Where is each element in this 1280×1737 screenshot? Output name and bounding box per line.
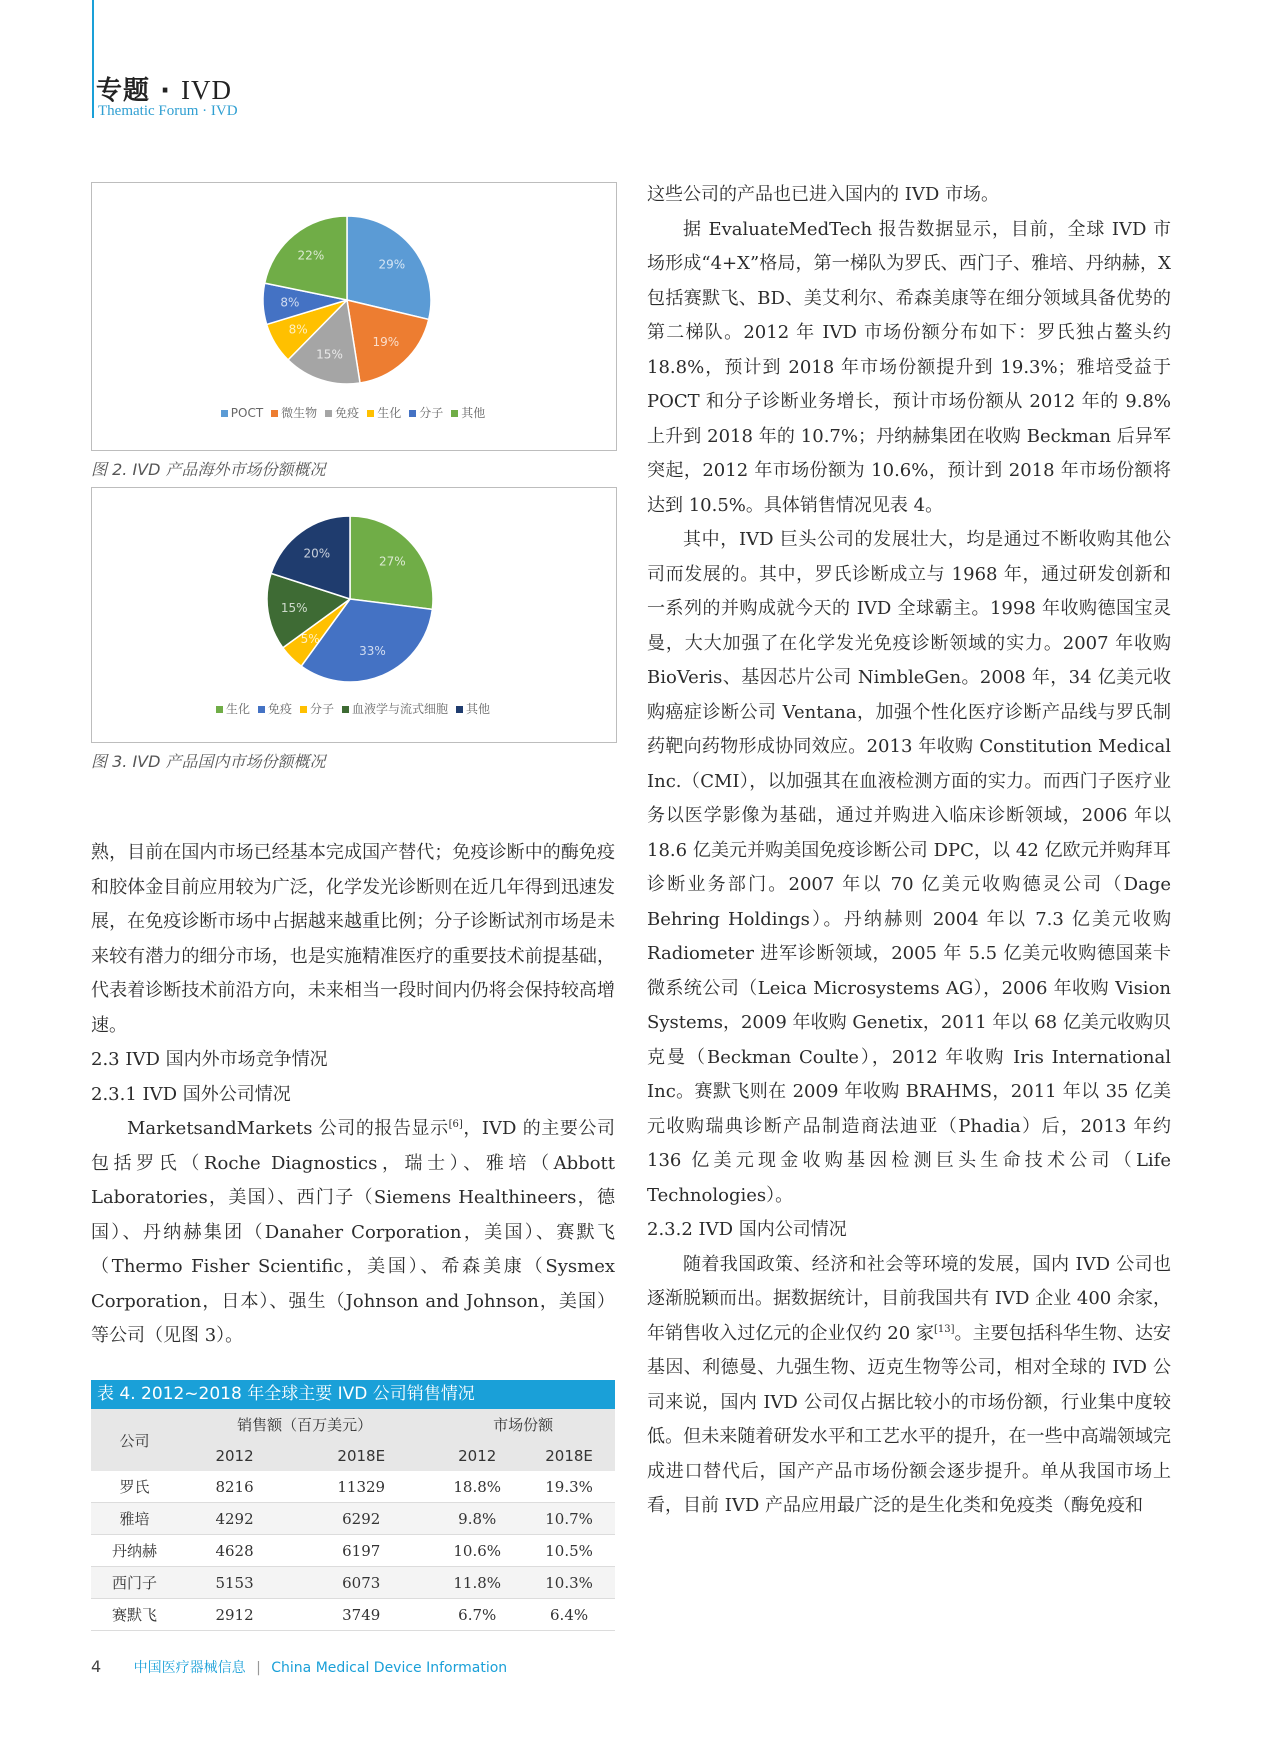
legend-label: 微生物 [281,406,318,420]
paragraph-text: 随着我国政策、经济和社会等环境的发展，国内 IVD 公司也逐渐脱颖而出。据数据统计，目前我国共有 IVD 企业 400 余家，年销售收入过亿元的企业仅约 20 家 [647,1253,1171,1344]
header-year: 2018E [291,1440,431,1471]
table-row [91,1503,615,1535]
citation-ref: [13] [933,1323,955,1335]
legend-entry [451,404,485,421]
value-cell: 8216 [178,1471,291,1503]
page-number: 4 [91,1657,102,1676]
value-cell: 10.3% [523,1567,615,1599]
paragraph-text: ，IVD 的主要公司包括罗氏（Roche Diagnostics，瑞士）、雅培（Abbott Laboratories，美国）、西门子（Siemens Healthineers，德国）、丹纳赫集团（Danaher Corporation，美国）、赛默飞（Thermo Fisher Scientific，美国）、希森美康（Sysmex Corporation，日本）、强生（Johnson and Johnson，美国）等公司（见图 3）。 [91,1118,615,1346]
paragraph: 据 EvaluateMedTech 报告数据显示，目前，全球 IVD 市场形成“4+X”格局，第一梯队为罗氏、西门子、雅培、丹纳赫，X包括赛默飞、BD、美艾利尔、希森美康等在细分领域具备优势的第二梯队。2012 年 IVD 市场份额分布如下：罗氏独占鳌头约 18.8%，预计到 2018 年市场份额提升到 19.3%；雅培受益于 POCT 和分子诊断业务增长，预计市场份额从 2012 年的 9.8% 上升到 2018 年的 10.7%；丹纳赫集团在收购 Beckman 后异军突起，2012 年市场份额为 10.6%，预计到 2018 年市场份额将达到 10.5%。具体销售情况见表 4。 [647,218,1171,516]
pie-slice-label: 15% [316,347,343,362]
value-cell: 6.4% [523,1599,615,1631]
value-cell: 19.3% [523,1471,615,1503]
legend-entry [342,700,448,717]
pie-slice-label: 5% [300,631,320,646]
table-title: 表 4. 2012~2018 年全球主要 IVD 公司销售情况 [91,1380,615,1409]
value-cell: 6197 [291,1535,431,1567]
value-cell: 10.5% [523,1535,615,1567]
legend-entry [367,404,401,421]
section-title-cn: 专题 [96,76,151,106]
page-footer [91,1657,507,1677]
pie-slice-label: 15% [280,600,308,615]
pie-slice-label: 19% [372,334,400,349]
section-title [96,70,232,107]
legend-entry [216,700,250,717]
left-column [91,836,615,1354]
legend-entry [258,700,292,717]
pie-legend-1 [91,404,615,421]
table-row [91,1535,615,1567]
header-year: 2012 [431,1440,523,1471]
value-cell: 2912 [178,1599,291,1631]
company-cell: 雅培 [91,1503,178,1535]
paragraph-text: 。主要包括科华生物、达安基因、利德曼、九强生物、迈克生物等公司，相对全球的 IVD 公司来说，国内 IVD 公司仅占据比较小的市场份额，行业集中度较低。但未来随着研发水平和工艺水平的提升，在一些中高端领域完成进口替代后，国产产品市场份额会逐步提升。单从我国市场上看，目前 IVD 产品应用最广泛的是生化类和免疫类（酶免疫和 [647,1322,1171,1516]
table-row [91,1471,615,1503]
value-cell: 9.8% [431,1503,523,1535]
legend-label: 免疫 [267,702,292,716]
legend-label: 生化 [225,702,250,716]
section-heading: 2.3 IVD 国内外市场竞争情况 [91,1049,328,1070]
value-cell: 18.8% [431,1471,523,1503]
company-cell: 西门子 [91,1567,178,1599]
value-cell: 11329 [291,1471,431,1503]
legend-label: 分子 [309,702,334,716]
legend-label: 免疫 [335,406,360,420]
legend-swatch [258,706,265,713]
legend-label: 其他 [461,406,486,420]
company-cell: 丹纳赫 [91,1535,178,1567]
value-cell: 6292 [291,1503,431,1535]
header-rule [92,0,94,118]
paragraph: 其中，IVD 巨头公司的发展壮大，均是通过不断收购其他公司而发展的。其中，罗氏诊断成立与 1968 年，通过研发创新和一系列的并购成就今天的 IVD 全球霸主。1998 年收购德国宝灵曼，大大加强了在化学发光免疫诊断领域的实力。2007 年收购 BioVeris、基因芯片公司 NimbleGen。2008 年，34 亿美元收购癌症诊断公司 Ventana，加强个性化医疗诊断产品线与罗氏制药靶向药物形成协同效应。2013 年收购 Constitution Medical Inc.（CMI），以加强其在血液检测方面的实力。而西门子医疗业务以医学影像为基础，通过并购进入临床诊断领域，2006 年以 18.6 亿美元并购美国免疫诊断公司 DPC，以 42 亿欧元并购拜耳诊断业务部门。2007 年以 70 亿美元收购德灵公司（Dage Behring Holdings）。丹纳赫则 2004 年以 7.3 亿美元收购 Radiometer 进军诊断领域，2005 年 5.5 亿美元收购德国莱卡微系统公司（Leica Microsystems AG），2006 年收购 Vision Systems，2009 年收购 Genetix，2011 年以 68 亿美元收购贝克曼（Beckman Coulte），2012 年收购 Iris International Inc。赛默飞则在 2009 年收购 BRAHMS，2011 年以 35 亿美元收购瑞典诊断产品制造商法迪亚（Phadia）后，2013 年约 136 亿美元现金收购基因检测巨头生命技术公司（Life Technologies）。 [647,529,1171,1206]
sales-table [91,1409,615,1631]
value-cell: 10.6% [431,1535,523,1567]
header-sales: 销售额（百万美元） [178,1409,431,1440]
pie-slice-label: 27% [379,554,406,569]
company-cell: 赛默飞 [91,1599,178,1631]
legend-entry [409,404,443,421]
legend-swatch [221,410,228,417]
paragraph [647,1248,1171,1524]
figure-3-caption: 图 3. IVD 产品国内市场份额概况 [91,752,326,771]
figure-2-caption: 图 2. IVD 产品海外市场份额概况 [91,460,326,479]
pie-slice-label: 8% [280,295,300,310]
paragraph-text: MarketsandMarkets 公司的报告显示 [127,1118,449,1139]
value-cell: 3749 [291,1599,431,1631]
pie-slice-label: 29% [378,257,406,272]
section-heading: 2.3.1 IVD 国外公司情况 [91,1083,291,1105]
legend-entry [221,406,263,420]
section-heading: 2.3.2 IVD 国内公司情况 [647,1219,847,1240]
legend-label: 血液学与流式细胞 [352,702,449,716]
legend-label: 生化 [377,406,402,420]
legend-swatch [300,706,307,713]
magazine-name-cn: 中国医疗器械信息 [133,1660,246,1676]
value-cell: 11.8% [431,1567,523,1599]
legend-label: 其他 [466,702,491,716]
value-cell: 10.7% [523,1503,615,1535]
legend-entry [300,700,334,717]
company-cell: 罗氏 [91,1471,178,1503]
legend-entry [271,404,317,421]
legend-swatch [367,410,374,417]
header-share: 市场份额 [431,1409,615,1440]
legend-entry [325,404,359,421]
legend-swatch [451,410,458,417]
pie-slice-label: 33% [359,643,386,658]
pie-slice-label: 8% [288,322,308,337]
value-cell: 5153 [178,1567,291,1599]
legend-entry [456,700,490,717]
legend-label: 分子 [419,406,444,420]
pie-slice-label: 22% [297,248,325,263]
header-year: 2012 [178,1440,291,1471]
right-column [647,178,1171,1524]
legend-swatch [456,706,463,713]
value-cell: 4628 [178,1535,291,1567]
paragraph: 熟，目前在国内市场已经基本完成国产替代；免疫诊断中的酶免疫和胶体金目前应用较为广泛，化学发光诊断则在近几年得到迅速发展，在免疫诊断市场中占据越来越重比例；分子诊断试剂市场是未来较有潜力的细分市场，也是实施精准医疗的重要技术前提基础，代表着诊断技术前沿方向，未来相当一段时间内仍将会保持较高增速。 [91,842,615,1036]
legend-swatch [342,706,349,713]
pie-legend-2 [91,700,615,717]
section-subtitle: Thematic Forum · IVD [98,103,238,119]
legend-swatch [409,410,416,417]
citation-ref: [6] [448,1119,463,1130]
legend-label: POCT [230,406,264,420]
value-cell: 6073 [291,1567,431,1599]
section-title-ivd: IVD [181,75,232,105]
table-row [91,1567,615,1599]
legend-swatch [271,410,278,417]
header-company: 公司 [91,1409,178,1471]
value-cell: 6.7% [431,1599,523,1631]
paragraph [91,1112,615,1354]
legend-swatch [325,410,332,417]
pie-slice-label: 20% [303,546,331,561]
table-row [91,1599,615,1631]
header-year: 2018E [523,1440,615,1471]
section-title-dot: · [150,76,181,106]
legend-swatch [216,706,223,713]
value-cell: 4292 [178,1503,291,1535]
paragraph: 这些公司的产品也已进入国内的 IVD 市场。 [647,184,999,205]
magazine-name-en: China Medical Device Information [271,1660,508,1676]
footer-separator: | [256,1660,261,1676]
